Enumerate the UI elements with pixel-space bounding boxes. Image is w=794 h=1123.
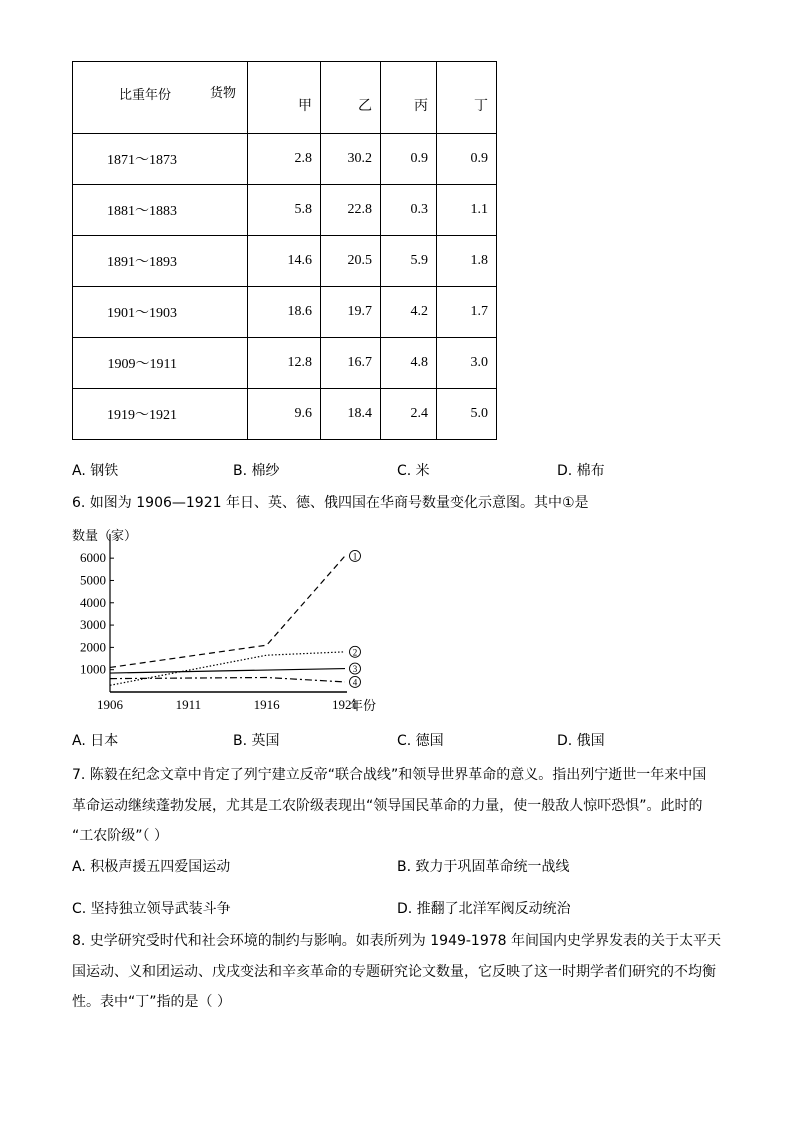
q5-option-d[interactable]: D. 棉布 bbox=[557, 463, 605, 479]
value-cell: 1.8 bbox=[437, 236, 497, 287]
series-label-2: 2 bbox=[352, 647, 358, 658]
x-axis-title: 年份 bbox=[350, 699, 377, 714]
value-cell: 18.6 bbox=[248, 287, 321, 338]
header-left-label: 比重年份 bbox=[119, 88, 172, 103]
y-tick-label: 2000 bbox=[80, 639, 106, 655]
q7-option-d[interactable]: D. 推翻了北洋军阀反动统治 bbox=[397, 901, 571, 917]
q8-stem-line3: 性。表中“丁”指的是（ ） bbox=[72, 994, 231, 1010]
q8-stem-line2: 国运动、义和团运动、戊戌变法和辛亥革命的专题研究论文数量，它反映了这一时期学者们研究的不均衡 bbox=[72, 964, 716, 980]
series-label-3: 3 bbox=[352, 664, 358, 675]
y-tick-label: 4000 bbox=[80, 594, 106, 610]
table-corner-cell bbox=[73, 62, 248, 134]
period-cell: 1891～1893 bbox=[73, 236, 248, 287]
column-header: 丙 bbox=[381, 62, 437, 134]
x-tick-label: 1906 bbox=[97, 697, 123, 712]
q7-stem-line1: 7. 陈毅在纪念文章中肯定了列宁建立反帝“联合战线”和领导世界革命的意义。指出列宁逝世一年来中国 bbox=[72, 767, 707, 783]
period-cell: 1881～1883 bbox=[73, 185, 248, 236]
q7-stem-line3: “工农阶级”（ ） bbox=[72, 828, 168, 844]
merchant-count-chart bbox=[60, 522, 400, 720]
period-cell: 1909～1911 bbox=[73, 338, 248, 389]
table-row bbox=[73, 338, 497, 389]
value-cell: 2.4 bbox=[381, 389, 437, 440]
table-row bbox=[73, 389, 497, 440]
table-header-row bbox=[73, 62, 497, 134]
value-cell: 2.8 bbox=[248, 134, 321, 185]
x-tick-label: 1916 bbox=[253, 697, 280, 712]
y-tick-label: 5000 bbox=[80, 572, 106, 588]
q7-option-b[interactable]: B. 致力于巩固革命统一战线 bbox=[397, 859, 570, 875]
table-row bbox=[73, 287, 497, 338]
value-cell: 22.8 bbox=[321, 185, 381, 236]
value-cell: 5.9 bbox=[381, 236, 437, 287]
q7-stem-line2: 革命运动继续蓬勃发展，尤其是工农阶级表现出“领导国民革命的力量，使一般敌人惊吓恐惧”。此时的 bbox=[72, 798, 703, 814]
q5-option-b[interactable]: B. 棉纱 bbox=[233, 463, 280, 479]
period-cell: 1919～1921 bbox=[73, 389, 248, 440]
x-tick-label: 1921 bbox=[332, 697, 358, 712]
q6-stem: 6. 如图为 1906—1921 年日、英、德、俄四国在华商号数量变化示意图。其中①是 bbox=[72, 495, 589, 511]
period-cell: 1871～1873 bbox=[73, 134, 248, 185]
q7-option-a[interactable]: A. 积极声援五四爱国运动 bbox=[72, 859, 231, 875]
value-cell: 0.9 bbox=[381, 134, 437, 185]
value-cell: 16.7 bbox=[321, 338, 381, 389]
series-line-3 bbox=[110, 669, 345, 673]
q7-option-c[interactable]: C. 坚持独立领导武装斗争 bbox=[72, 901, 231, 917]
column-header: 乙 bbox=[321, 62, 381, 134]
value-cell: 4.8 bbox=[381, 338, 437, 389]
q6-option-b[interactable]: B. 英国 bbox=[233, 733, 280, 749]
series-label-1: 1 bbox=[352, 551, 358, 562]
q6-option-c[interactable]: C. 德国 bbox=[397, 733, 444, 749]
column-header: 丁 bbox=[437, 62, 497, 134]
value-cell: 1.1 bbox=[437, 185, 497, 236]
value-cell: 30.2 bbox=[321, 134, 381, 185]
value-cell: 12.8 bbox=[248, 338, 321, 389]
table-row bbox=[73, 185, 497, 236]
value-cell: 0.9 bbox=[437, 134, 497, 185]
value-cell: 9.6 bbox=[248, 389, 321, 440]
value-cell: 20.5 bbox=[321, 236, 381, 287]
value-cell: 5.8 bbox=[248, 185, 321, 236]
q6-option-d[interactable]: D. 俄国 bbox=[557, 733, 605, 749]
table-row bbox=[73, 134, 497, 185]
period-cell: 1901～1903 bbox=[73, 287, 248, 338]
x-tick-label: 1911 bbox=[175, 697, 202, 712]
q6-option-a[interactable]: A. 日本 bbox=[72, 733, 119, 749]
y-axis-title: 数量（家） bbox=[72, 529, 138, 544]
q8-stem-line1: 8. 史学研究受时代和社会环境的制约与影响。如表所列为 1949-1978 年间国内史学界发表的关于太平天 bbox=[72, 933, 722, 949]
y-tick-label: 6000 bbox=[80, 550, 106, 566]
table-row bbox=[73, 236, 497, 287]
cargo-share-table bbox=[72, 61, 497, 440]
q5-option-a[interactable]: A. 钢铁 bbox=[72, 463, 119, 479]
series-label-4: 4 bbox=[352, 677, 358, 688]
column-header: 甲 bbox=[248, 62, 321, 134]
q5-option-c[interactable]: C. 米 bbox=[397, 463, 430, 479]
y-tick-label: 1000 bbox=[80, 661, 106, 677]
value-cell: 18.4 bbox=[321, 389, 381, 440]
y-tick-label: 3000 bbox=[80, 617, 106, 633]
value-cell: 19.7 bbox=[321, 287, 381, 338]
series-line-1 bbox=[110, 556, 345, 668]
value-cell: 0.3 bbox=[381, 185, 437, 236]
header-right-label: 货物 bbox=[210, 86, 237, 101]
value-cell: 3.0 bbox=[437, 338, 497, 389]
value-cell: 5.0 bbox=[437, 389, 497, 440]
value-cell: 14.6 bbox=[248, 236, 321, 287]
value-cell: 1.7 bbox=[437, 287, 497, 338]
value-cell: 4.2 bbox=[381, 287, 437, 338]
series-line-4 bbox=[110, 678, 345, 682]
